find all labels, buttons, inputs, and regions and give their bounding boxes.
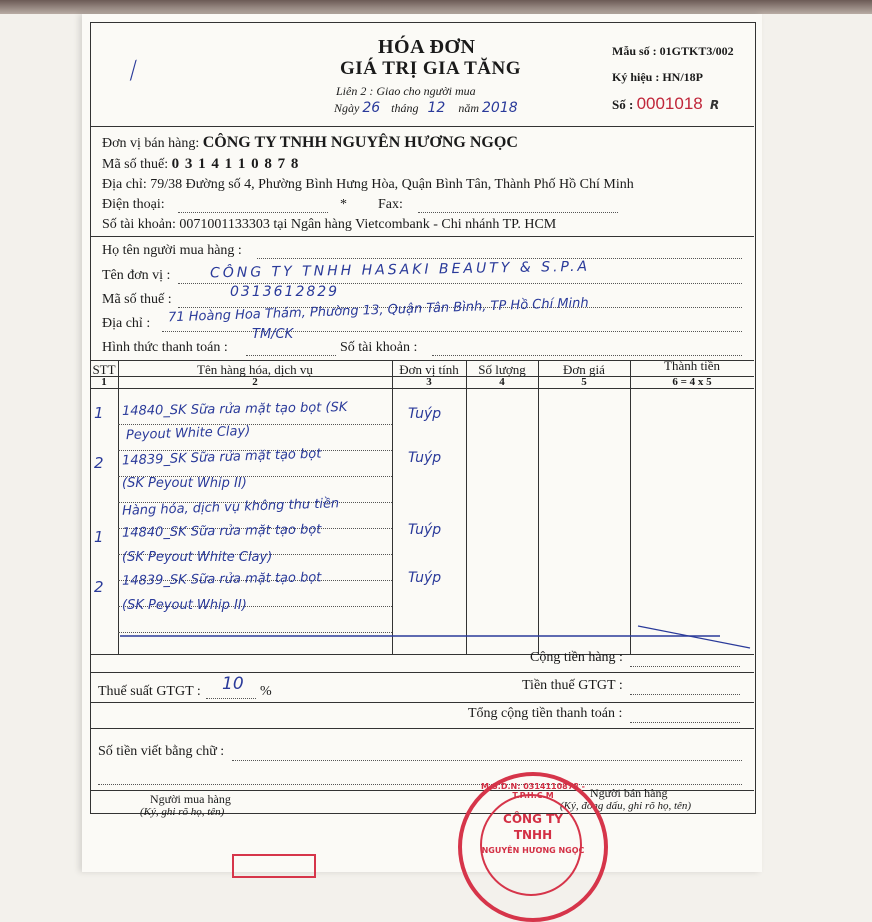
invoice-date: Ngày 26 tháng 12 năm 2018 <box>334 100 518 116</box>
row-unit: Tuýp <box>408 522 442 538</box>
row-unit: Tuýp <box>408 450 442 466</box>
buyer-tax-value: 0313612829 <box>230 284 340 300</box>
seller-account: Số tài khoản: 0071001133303 tại Ngân hàng Vietcombank - Chi nhánh TP. HCM <box>102 217 557 232</box>
partial-red-stamp <box>232 854 316 878</box>
col-header-stt: STT <box>92 362 116 377</box>
words-dotline <box>232 760 742 761</box>
copy-note: Liên 2 : Giao cho người mua <box>336 84 476 98</box>
row-stt: 1 <box>94 404 104 422</box>
grand-total-dotline <box>630 722 740 723</box>
col-number: 6 = 4 x 5 <box>672 376 712 388</box>
seal-ring-text: M.S.D.N: 0314110878 - T.P.H.C.M <box>481 782 585 800</box>
col-header-item: Tên hàng hóa, dịch vụ <box>197 362 313 377</box>
row-stt: 1 <box>94 528 104 546</box>
seal-line1: CÔNG TY <box>503 812 563 826</box>
buyer-unit-value: CÔNG TY TNHH HASAKI BEAUTY & S.P.A <box>209 258 591 282</box>
company-seal-inner <box>480 794 582 896</box>
table-number-divider <box>90 388 754 389</box>
col-divider <box>538 360 539 654</box>
invoice-subtitle: GIÁ TRỊ GIA TĂNG <box>340 58 521 79</box>
col-header-price: Đơn giá <box>563 362 605 377</box>
symbol: Ký hiệu : HN/18P <box>612 70 704 84</box>
col-number: 4 <box>499 376 505 388</box>
buyer-account-label: Số tài khoản : <box>340 340 418 355</box>
vat-amount-dotline <box>630 694 740 695</box>
seal-line2: TNHH <box>513 828 553 842</box>
payment-dotline <box>246 355 336 356</box>
row-rule <box>118 424 392 425</box>
row-item: 14840_SK Sữa rửa mặt tạo bọt (SK <box>121 400 348 419</box>
seller-phone: Điện thoại: <box>102 197 165 212</box>
seller-fax-asterisk: * <box>340 197 347 212</box>
table-bottom <box>90 654 754 655</box>
photo-top-edge <box>0 0 872 14</box>
row-item: 14839_SK Sữa rửa mặt tạo bọt <box>121 570 322 589</box>
buyer-address-value: 71 Hoàng Hoa Thám, Phường 13, Quận Tân Bình, TP Hồ Chí Minh <box>167 295 589 326</box>
row-item: 14839_SK Sữa rửa mặt tạo bọt <box>121 446 322 469</box>
seller-fax: Fax: <box>378 197 403 212</box>
seal-line3: NGUYÊN HƯƠNG NGỌC <box>481 846 585 855</box>
row-unit: Tuýp <box>408 570 442 586</box>
vat-amount-label: Tiền thuế GTGT : <box>522 678 623 693</box>
payment-label: Hình thức thanh toán : <box>102 340 228 355</box>
buyer-account-dotline <box>432 355 742 356</box>
subtotal-dotline <box>630 666 740 667</box>
col-header-qty: Số lượng <box>478 362 526 377</box>
row-unit: Tuýp <box>408 406 442 422</box>
col-number: 2 <box>252 376 258 388</box>
buyer-address-label: Địa chỉ : <box>102 316 151 331</box>
invoice-paper <box>82 14 762 872</box>
subtotal-label: Cộng tiền hàng : <box>530 650 623 665</box>
divider <box>90 236 754 237</box>
fax-dotline <box>418 212 618 213</box>
col-number: 1 <box>101 376 107 388</box>
divider <box>90 702 754 703</box>
invoice-title: HÓA ĐƠN <box>378 36 476 58</box>
seller-signature-note: (Ký, đóng dấu, ghi rõ họ, tên) <box>560 800 692 812</box>
row-stt: 2 <box>94 578 104 596</box>
phone-dotline <box>178 212 328 213</box>
col-number: 3 <box>426 376 432 388</box>
row-item: 14840_SK Sữa rửa mặt tạo bọt <box>121 522 322 541</box>
seller-name-row: Đơn vị bán hàng: CÔNG TY TNHH NGUYÊN HƯƠNG NGỌC <box>102 134 518 151</box>
buyer-signature-label: Người mua hàng <box>150 792 231 806</box>
buyer-address-dotline <box>162 331 742 332</box>
company-seal <box>458 772 608 922</box>
col-divider <box>630 360 631 654</box>
closing-strike <box>90 614 754 654</box>
row-item-cont: (SK Peyout White Clay) <box>122 550 273 565</box>
divider <box>90 126 754 127</box>
amount-in-words-label: Số tiền viết bằng chữ : <box>98 744 225 759</box>
row-item-cont: Peyout White Clay) <box>125 423 251 444</box>
divider <box>90 672 754 673</box>
invoice-number: Số : 0001018 R <box>612 94 720 113</box>
row-stt: 2 <box>94 454 104 472</box>
free-goods-note: Hàng hóa, dịch vụ không thu tiền <box>121 496 340 519</box>
vat-rate-value: 10 <box>222 674 244 694</box>
col-number: 5 <box>581 376 587 388</box>
buyer-name-dotline <box>257 258 742 259</box>
divider <box>90 728 754 729</box>
col-divider <box>392 360 393 654</box>
buyer-name-label: Họ tên người mua hàng : <box>102 243 242 258</box>
vat-rate-dotline <box>206 698 256 699</box>
payment-value: TM/CK <box>252 327 294 342</box>
col-divider <box>466 360 467 654</box>
seller-signature-label: Người bán hàng <box>590 786 668 800</box>
seller-tax-row: Mã số thuế: 0 3 1 4 1 1 0 8 7 8 <box>102 156 300 172</box>
row-item-cont: (SK Peyout Whip II) <box>122 476 247 491</box>
col-header-amount: Thành tiền <box>664 358 720 373</box>
vat-rate-unit: % <box>260 684 272 699</box>
form-number: Mẫu số : 01GTKT3/002 <box>612 44 734 58</box>
pen-mark: ⟋ <box>121 55 146 86</box>
seller-address: Địa chỉ: 79/38 Đường số 4, Phường Bình Hưng Hòa, Quận Bình Tân, Thành Phố Hồ Chí Minh <box>102 177 634 192</box>
row-item-cont: (SK Peyout Whip II) <box>122 598 247 613</box>
words-dotline <box>98 784 742 785</box>
col-header-unit: Đơn vị tính <box>399 362 459 377</box>
grand-total-label: Tổng cộng tiền thanh toán : <box>468 706 623 721</box>
buyer-signature-note: (Ký, ghi rõ họ, tên) <box>140 806 225 818</box>
col-divider <box>118 360 119 654</box>
buyer-tax-label: Mã số thuế : <box>102 292 172 307</box>
vat-rate-label: Thuế suất GTGT : <box>98 684 201 699</box>
buyer-unit-label: Tên đơn vị : <box>102 268 171 283</box>
